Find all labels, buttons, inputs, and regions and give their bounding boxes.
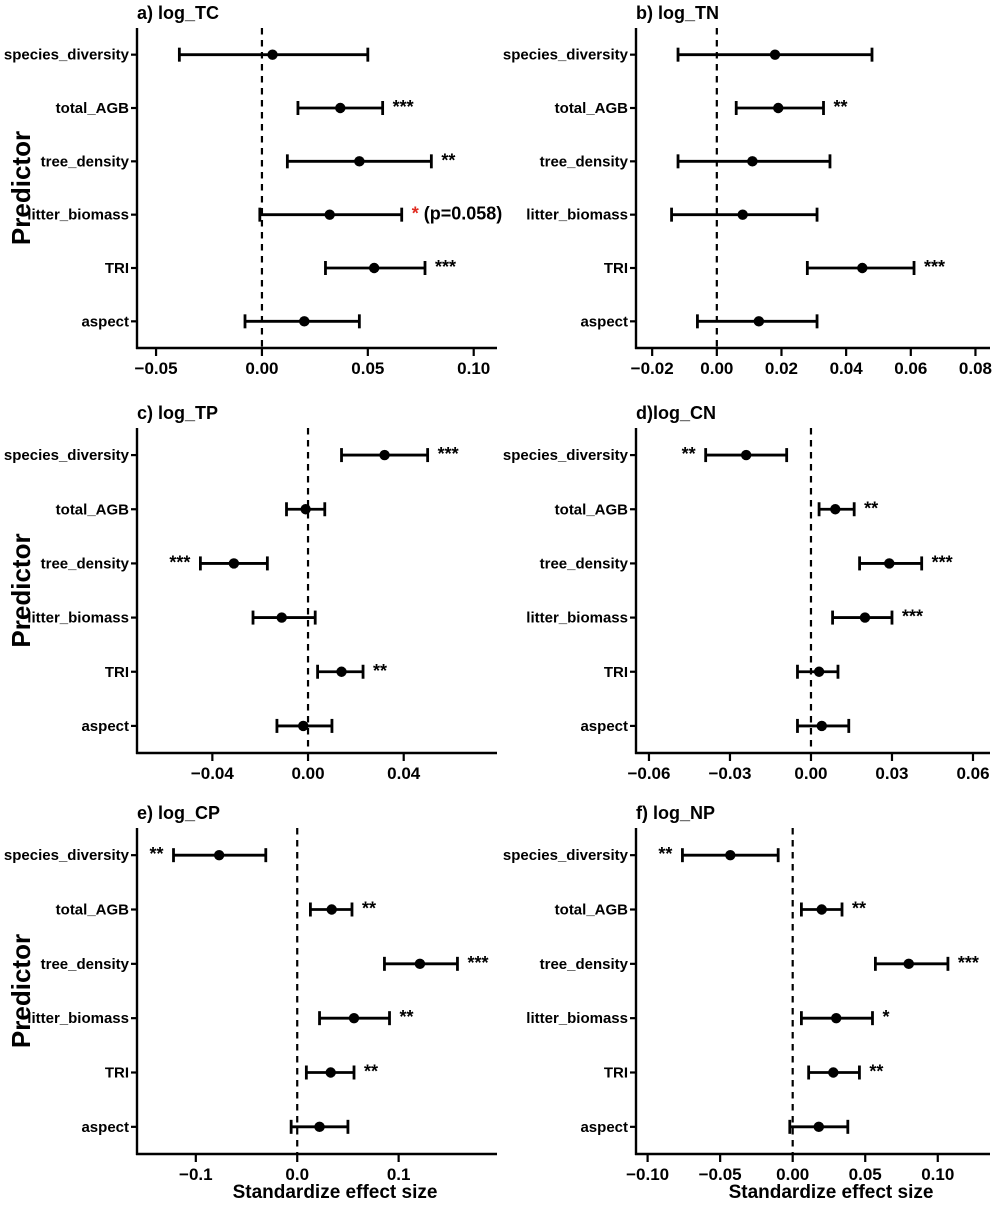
x-tick-label: 0.05 <box>351 359 385 378</box>
panel-title: e) log_CP <box>137 803 221 823</box>
significance-stars: *** <box>957 952 979 973</box>
significance-stars: ** <box>373 660 388 681</box>
significance-label <box>864 498 878 518</box>
significance-stars: * <box>411 203 419 224</box>
x-tick-label: 0.06 <box>956 764 990 783</box>
predictor-row-total_AGB <box>555 899 866 919</box>
predictor-label: litter_biomass <box>526 206 628 224</box>
x-tick-label: −0.05 <box>134 359 178 378</box>
estimate-point <box>860 612 870 622</box>
predictor-label: total_AGB <box>55 501 129 519</box>
significance-label <box>932 552 953 572</box>
predictor-label: total_AGB <box>55 901 129 919</box>
predictor-label: aspect <box>81 313 129 331</box>
predictor-label: aspect <box>580 313 628 331</box>
predictor-label: species_diversity <box>3 447 129 465</box>
panel-flog_NP <box>503 803 990 1203</box>
significance-stars: ** <box>833 97 848 117</box>
estimate-point <box>817 721 827 731</box>
predictor-row-tree_density <box>41 150 456 170</box>
x-tick-label: 0.05 <box>848 1165 882 1184</box>
predictor-row-litter_biomass <box>526 607 923 627</box>
significance-stars: *** <box>169 552 191 573</box>
predictor-label: TRI <box>104 260 129 277</box>
x-tick-label: −0.10 <box>626 1165 670 1184</box>
significance-label <box>149 844 163 864</box>
significance-label <box>682 444 696 464</box>
predictor-label: species_diversity <box>502 847 628 865</box>
estimate-point <box>747 156 757 166</box>
significance-label <box>958 953 979 973</box>
predictor-row-TRI <box>604 1062 884 1082</box>
x-tick-label: 0.02 <box>764 359 799 378</box>
panel-title: b) log_TN <box>636 3 719 23</box>
predictor-row-tree_density <box>540 953 979 973</box>
predictor-label: species_diversity <box>3 847 129 865</box>
estimate-point <box>904 959 914 969</box>
x-tick-label: 0.10 <box>921 1165 955 1184</box>
significance-label <box>902 607 923 627</box>
significance-stars: *** <box>392 97 414 117</box>
estimate-point <box>369 263 379 273</box>
panel-title: c) log_TP <box>137 403 219 423</box>
panel-blog_TN <box>503 3 992 378</box>
estimate-point <box>327 904 337 914</box>
panel-title: d)log_CN <box>636 403 716 423</box>
estimate-point <box>379 450 389 460</box>
estimate-point <box>754 316 764 326</box>
x-tick-label: 0.1 <box>386 1165 411 1184</box>
predictor-row-aspect <box>81 313 359 330</box>
predictor-row-litter_biomass <box>27 1007 413 1027</box>
predictor-row-tree_density <box>540 153 830 170</box>
predictor-row-species_diversity <box>503 844 778 864</box>
predictor-row-total_AGB <box>555 97 848 117</box>
significance-label <box>373 661 387 681</box>
predictor-label: total_AGB <box>554 100 628 117</box>
estimate-point <box>773 103 783 113</box>
panel-title: f) log_NP <box>636 803 715 823</box>
significance-label <box>658 844 672 864</box>
estimate-point <box>354 156 364 166</box>
predictor-label: total_AGB <box>55 100 129 117</box>
x-tick-label: 0.06 <box>894 359 928 378</box>
estimate-point <box>741 450 751 460</box>
predictor-row-litter_biomass <box>526 207 817 224</box>
significance-stars: *** <box>931 552 953 573</box>
panel-dlog_CN <box>503 403 990 783</box>
predictor-row-total_AGB <box>56 501 325 518</box>
significance-stars: ** <box>361 898 377 919</box>
significance-stars: ** <box>399 1007 414 1028</box>
x-tick-label: −0.03 <box>708 764 752 783</box>
predictor-row-total_AGB <box>555 498 879 518</box>
x-tick-label: 0.08 <box>958 359 992 378</box>
x-tick-label: −0.05 <box>698 1165 742 1184</box>
predictor-label: TRI <box>603 260 628 277</box>
panel-alog_TC <box>4 3 502 378</box>
significance-stars: ** <box>869 1061 884 1082</box>
significance-stars: ** <box>149 844 164 865</box>
estimate-point <box>737 209 747 219</box>
significance-stars: ** <box>364 1061 379 1082</box>
estimate-point <box>828 1067 838 1077</box>
estimate-point <box>298 721 308 731</box>
predictor-row-species_diversity <box>4 47 368 64</box>
x-axis-title: Standardize effect size <box>232 1182 438 1203</box>
predictor-label: species_diversity <box>502 46 628 64</box>
predictor-label: TRI <box>104 1064 129 1082</box>
estimate-point <box>229 558 239 568</box>
significance-label <box>400 1007 414 1027</box>
predictor-label: litter_biomass <box>526 1010 628 1028</box>
x-tick-label: −0.02 <box>630 359 674 378</box>
x-tick-label: 0.0 <box>285 1165 310 1184</box>
estimate-point <box>325 1067 335 1077</box>
estimate-point <box>299 316 309 326</box>
panel-clog_TP <box>4 403 497 783</box>
predictor-label: aspect <box>580 1118 628 1136</box>
x-tick-label: 0.03 <box>875 764 909 783</box>
x-tick-label: −0.1 <box>179 1165 213 1184</box>
significance-label <box>441 150 455 170</box>
predictor-label: litter_biomass <box>27 609 129 627</box>
estimate-point <box>817 904 827 914</box>
estimate-point <box>277 612 287 622</box>
x-tick-label: 0.00 <box>776 1165 810 1184</box>
estimate-point <box>415 959 425 969</box>
significance-stars: *** <box>435 257 457 277</box>
predictor-row-aspect <box>81 718 331 735</box>
significance-label <box>467 953 488 973</box>
predictor-row-tree_density <box>41 953 489 973</box>
predictor-row-tree_density <box>41 552 268 572</box>
predictor-label: aspect <box>580 717 628 735</box>
significance-label <box>924 257 945 277</box>
x-tick-label: 0.00 <box>291 764 325 783</box>
predictor-row-aspect <box>580 313 817 330</box>
significance-label <box>169 552 190 572</box>
significance-stars: ** <box>658 844 673 865</box>
predictor-label: species_diversity <box>502 447 628 465</box>
significance-label <box>435 257 456 277</box>
estimate-point <box>214 850 224 860</box>
predictor-label: TRI <box>104 663 129 681</box>
x-axis-title: Standardize effect size <box>728 1182 934 1203</box>
predictor-label: tree_density <box>40 153 129 171</box>
significance-note: (p=0.058) <box>418 203 503 224</box>
x-tick-label: 0.04 <box>387 764 421 783</box>
predictor-label: tree_density <box>539 153 628 171</box>
estimate-point <box>830 504 840 514</box>
estimate-point <box>325 209 335 219</box>
estimate-point <box>725 850 735 860</box>
predictor-label: tree_density <box>539 955 628 973</box>
predictor-row-TRI <box>604 664 838 681</box>
estimate-point <box>814 667 824 677</box>
significance-stars: ** <box>441 150 456 171</box>
significance-label <box>438 444 459 464</box>
significance-label <box>412 204 503 224</box>
predictor-row-total_AGB <box>56 97 414 117</box>
predictor-row-species_diversity <box>503 47 872 64</box>
significance-stars: ** <box>864 498 879 519</box>
y-axis-title: Predictor <box>6 130 36 246</box>
predictor-label: litter_biomass <box>27 206 129 224</box>
estimate-point <box>831 1013 841 1023</box>
y-axis-title: Predictor <box>6 933 36 1049</box>
predictor-label: aspect <box>81 1118 129 1136</box>
significance-label <box>364 1062 378 1082</box>
predictor-label: litter_biomass <box>526 609 628 627</box>
predictor-label: aspect <box>81 717 129 735</box>
estimate-point <box>267 49 277 59</box>
estimate-point <box>857 263 867 273</box>
predictor-label: TRI <box>603 663 628 681</box>
predictor-row-species_diversity <box>503 444 787 464</box>
significance-stars: *** <box>924 257 946 277</box>
significance-stars: ** <box>852 898 867 919</box>
significance-stars: * <box>882 1007 890 1028</box>
predictor-row-litter_biomass <box>27 204 502 224</box>
predictor-row-species_diversity <box>4 844 266 864</box>
x-tick-label: 0.04 <box>829 359 863 378</box>
predictor-label: total_AGB <box>554 901 628 919</box>
predictor-label: tree_density <box>40 955 129 973</box>
estimate-point <box>349 1013 359 1023</box>
predictor-row-aspect <box>580 718 848 735</box>
predictor-row-tree_density <box>540 552 953 572</box>
estimate-point <box>336 667 346 677</box>
predictor-label: total_AGB <box>554 501 628 519</box>
predictor-label: tree_density <box>40 555 129 573</box>
estimate-point <box>884 558 894 568</box>
estimate-point <box>814 1122 824 1132</box>
predictor-row-species_diversity <box>4 444 459 464</box>
estimate-point <box>770 49 780 59</box>
predictor-label: species_diversity <box>3 46 129 64</box>
significance-label <box>869 1062 883 1082</box>
significance-label <box>362 899 376 919</box>
significance-label <box>852 899 866 919</box>
x-tick-label: 0.00 <box>794 764 828 783</box>
significance-label <box>393 97 414 117</box>
predictor-label: litter_biomass <box>27 1010 129 1028</box>
estimate-point <box>314 1122 324 1132</box>
x-tick-label: 0.00 <box>700 359 734 378</box>
predictor-row-total_AGB <box>56 899 376 919</box>
x-tick-label: 0.00 <box>245 359 279 378</box>
significance-label <box>834 97 848 117</box>
predictor-row-litter_biomass <box>526 1007 889 1027</box>
significance-label <box>882 1007 889 1027</box>
panel-elog_CP <box>4 803 497 1203</box>
estimate-point <box>335 103 345 113</box>
significance-stars: *** <box>901 606 923 627</box>
significance-stars: *** <box>437 444 459 465</box>
predictor-row-aspect <box>580 1119 847 1136</box>
estimate-point <box>300 504 310 514</box>
panel-title: a) log_TC <box>137 3 220 23</box>
significance-stars: ** <box>681 444 696 465</box>
significance-stars: *** <box>467 952 489 973</box>
predictor-row-litter_biomass <box>27 610 315 627</box>
y-axis-title: Predictor <box>6 533 36 648</box>
x-tick-label: 0.10 <box>457 359 491 378</box>
x-tick-label: −0.06 <box>627 764 671 783</box>
predictor-label: tree_density <box>539 555 628 573</box>
predictor-label: TRI <box>603 1064 628 1082</box>
predictor-row-aspect <box>81 1119 347 1136</box>
predictor-row-TRI <box>105 1062 378 1082</box>
predictor-row-TRI <box>604 257 945 277</box>
predictor-row-TRI <box>105 257 456 277</box>
predictor-row-TRI <box>105 661 387 681</box>
x-tick-label: −0.04 <box>190 764 234 783</box>
